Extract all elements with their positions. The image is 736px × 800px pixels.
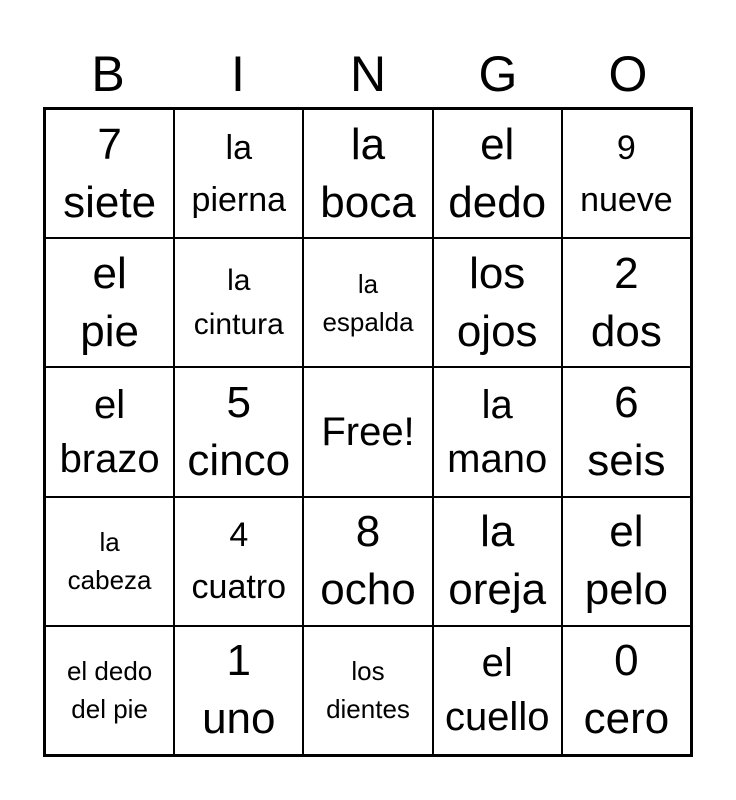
cell-text: el dedo <box>448 119 547 227</box>
bingo-cell[interactable] <box>562 497 691 626</box>
bingo-cell[interactable] <box>433 367 562 496</box>
bingo-cell[interactable] <box>45 109 174 238</box>
bingo-cell[interactable] <box>45 238 174 367</box>
bingo-cell[interactable] <box>433 497 562 626</box>
header-letter-n: N <box>349 46 387 102</box>
bingo-cell[interactable] <box>174 626 303 755</box>
cell-text: la mano <box>447 382 548 481</box>
cell-text: los dientes <box>326 656 410 725</box>
bingo-cell[interactable] <box>433 626 562 755</box>
cell-text: el cuello <box>444 641 550 740</box>
cell-text: la cintura <box>193 263 284 341</box>
cell-text: la pierna <box>191 128 287 219</box>
cell-text: la cabeza <box>67 527 152 596</box>
bingo-cell[interactable] <box>433 238 562 367</box>
cell-text: los ojos <box>456 248 538 356</box>
cell-text: el pelo <box>584 507 668 615</box>
bingo-header <box>43 44 693 104</box>
bingo-cell[interactable] <box>303 626 432 755</box>
bingo-cell[interactable] <box>174 109 303 238</box>
bingo-free-cell[interactable] <box>303 367 432 496</box>
bingo-cell[interactable] <box>174 497 303 626</box>
cell-text: el brazo <box>59 382 160 481</box>
cell-text: el dedo del pie <box>66 656 153 725</box>
header-letter-o: O <box>608 46 648 102</box>
header-letter-g: G <box>478 46 518 102</box>
bingo-cell[interactable] <box>303 109 432 238</box>
free-space-text: Free! <box>321 409 415 454</box>
bingo-cell[interactable] <box>562 367 691 496</box>
cell-text: la oreja <box>448 507 547 615</box>
bingo-cell[interactable] <box>45 497 174 626</box>
cell-text: 6 seis <box>587 377 666 485</box>
bingo-cell[interactable] <box>45 367 174 496</box>
bingo-cell[interactable] <box>303 497 432 626</box>
bingo-card-grid <box>43 107 693 757</box>
cell-text: la espalda <box>322 268 414 337</box>
cell-text: el pie <box>80 248 139 356</box>
cell-text: 5 cinco <box>187 377 291 485</box>
cell-text: 7 siete <box>63 119 157 227</box>
bingo-cell[interactable] <box>45 626 174 755</box>
bingo-cell[interactable] <box>174 238 303 367</box>
cell-text: 1 uno <box>202 636 276 744</box>
cell-text: 4 cuatro <box>191 516 287 607</box>
cell-text: 0 cero <box>583 636 670 744</box>
cell-text: la boca <box>320 119 416 227</box>
bingo-cell[interactable] <box>303 238 432 367</box>
bingo-cell[interactable] <box>562 238 691 367</box>
header-letter-i: I <box>231 46 245 102</box>
bingo-cell[interactable] <box>433 109 562 238</box>
bingo-cell[interactable] <box>174 367 303 496</box>
header-letter-b: B <box>91 46 125 102</box>
cell-text: 2 dos <box>590 248 662 356</box>
bingo-cell[interactable] <box>562 626 691 755</box>
cell-text: 9 nueve <box>580 128 673 219</box>
bingo-cell[interactable] <box>562 109 691 238</box>
cell-text: 8 ocho <box>320 507 416 615</box>
